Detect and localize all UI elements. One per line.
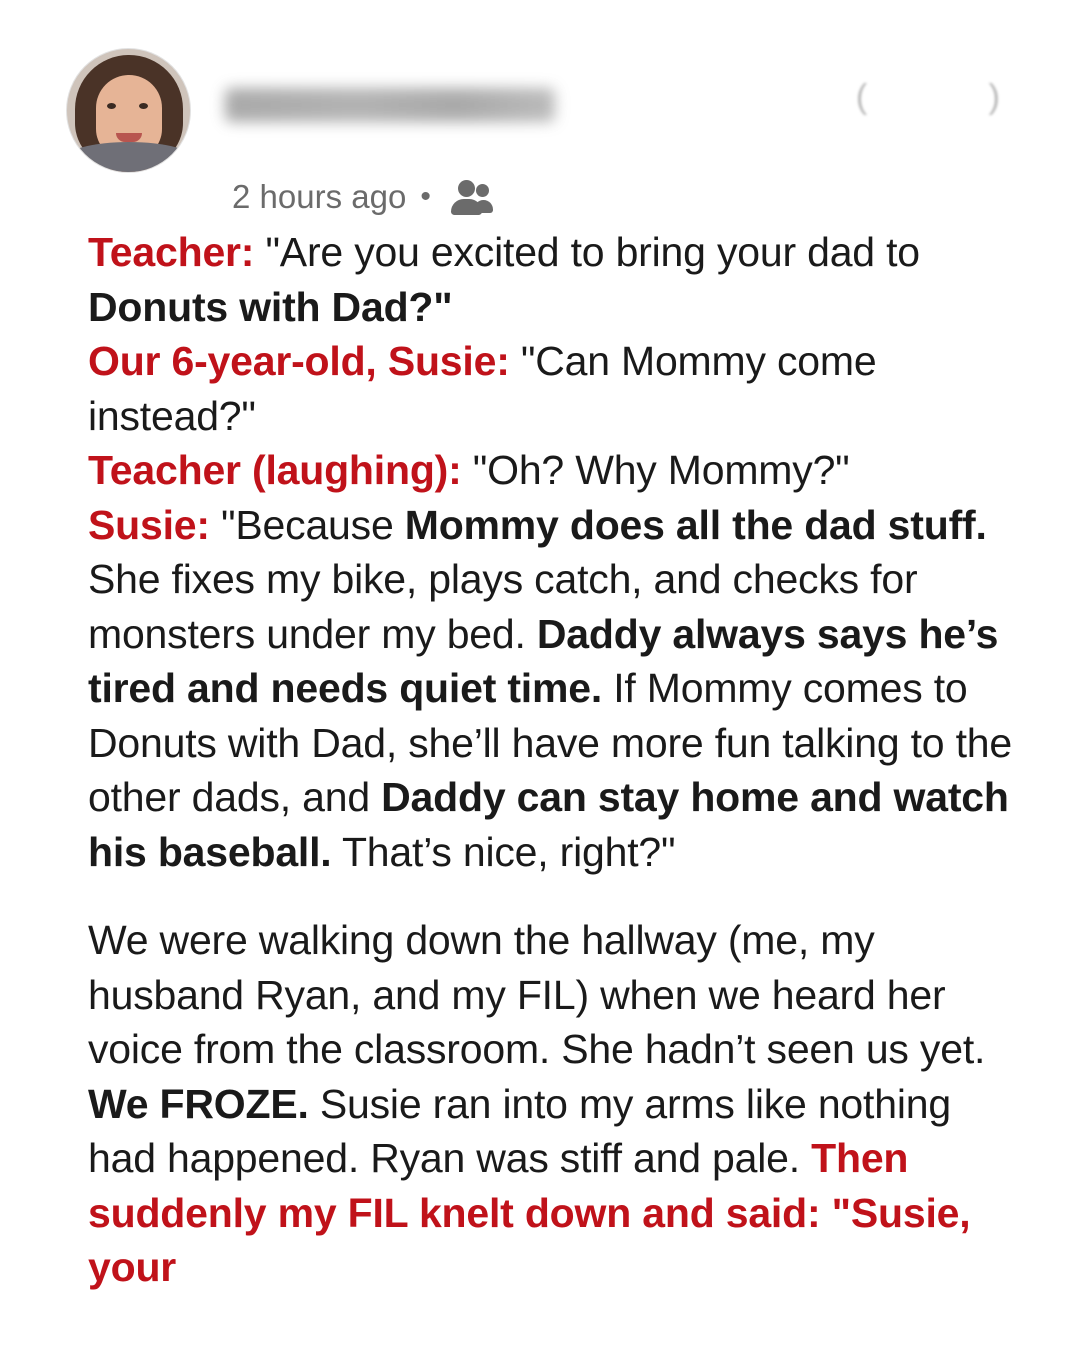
post-meta xyxy=(232,178,491,216)
speaker-teacher-1: Teacher: xyxy=(88,229,255,275)
susie-line-2g: That’s nice, right?" xyxy=(331,828,676,875)
narrative-part-c: Susie ran into my arms like nothing had happened. Ryan was stiff and pale. xyxy=(88,1080,951,1182)
speaker-teacher-2: Teacher (laughing): xyxy=(88,447,462,494)
avatar[interactable] xyxy=(66,48,191,173)
meta-separator: • xyxy=(420,180,431,213)
narrative-paragraph xyxy=(88,913,1020,1295)
dialogue-paragraph xyxy=(88,225,1020,879)
avatar-shoulders xyxy=(66,142,191,173)
narrative-part-a: We were walking down the hallway (me, my husband Ryan, and my FIL) when we heard her voice from the classroom. She hadn’t seen us yet. xyxy=(88,917,986,1073)
avatar-eye-right xyxy=(139,103,148,109)
avatar-eye-left xyxy=(107,103,116,109)
susie-line-2e: If Mommy comes to Donuts with Dad, she’ll have more fun talking to the other dads, and xyxy=(88,665,1012,821)
teacher-line-1: "Are you excited to bring your dad to xyxy=(254,229,920,275)
friends-icon xyxy=(445,180,491,214)
susie-line-2a: "Because xyxy=(209,501,405,548)
speaker-susie: Susie: xyxy=(88,501,210,548)
susie-line-2d-bold: Daddy always says he’s tired and needs quiet time. xyxy=(88,610,999,712)
post-body xyxy=(0,225,1080,1295)
timestamp: 2 hours ago xyxy=(232,178,407,215)
we-froze-phrase: We FROZE. xyxy=(88,1080,309,1127)
susie-line-2c: She fixes my bike, plays catch, and checks for monsters under my bed. xyxy=(88,556,918,657)
susie-line-2f-bold: Daddy can stay home and watch his baseball. xyxy=(88,774,1009,875)
fil-reveal-phrase: Then suddenly my FIL knelt down and said: "Susie, your xyxy=(88,1135,971,1291)
teacher-line-2: "Oh? Why Mommy?" xyxy=(461,447,850,494)
susie-line-1: "Can Mommy come instead?" xyxy=(88,338,877,439)
speaker-susie-intro: Our 6-year-old, Susie: xyxy=(88,338,510,385)
username[interactable] xyxy=(225,88,555,122)
corner-marks: ( ) xyxy=(855,78,1056,116)
post-header xyxy=(0,0,1080,225)
donuts-with-dad-phrase: Donuts with Dad?" xyxy=(88,283,453,330)
susie-line-2b-bold: Mommy does all the dad stuff. xyxy=(404,501,987,548)
